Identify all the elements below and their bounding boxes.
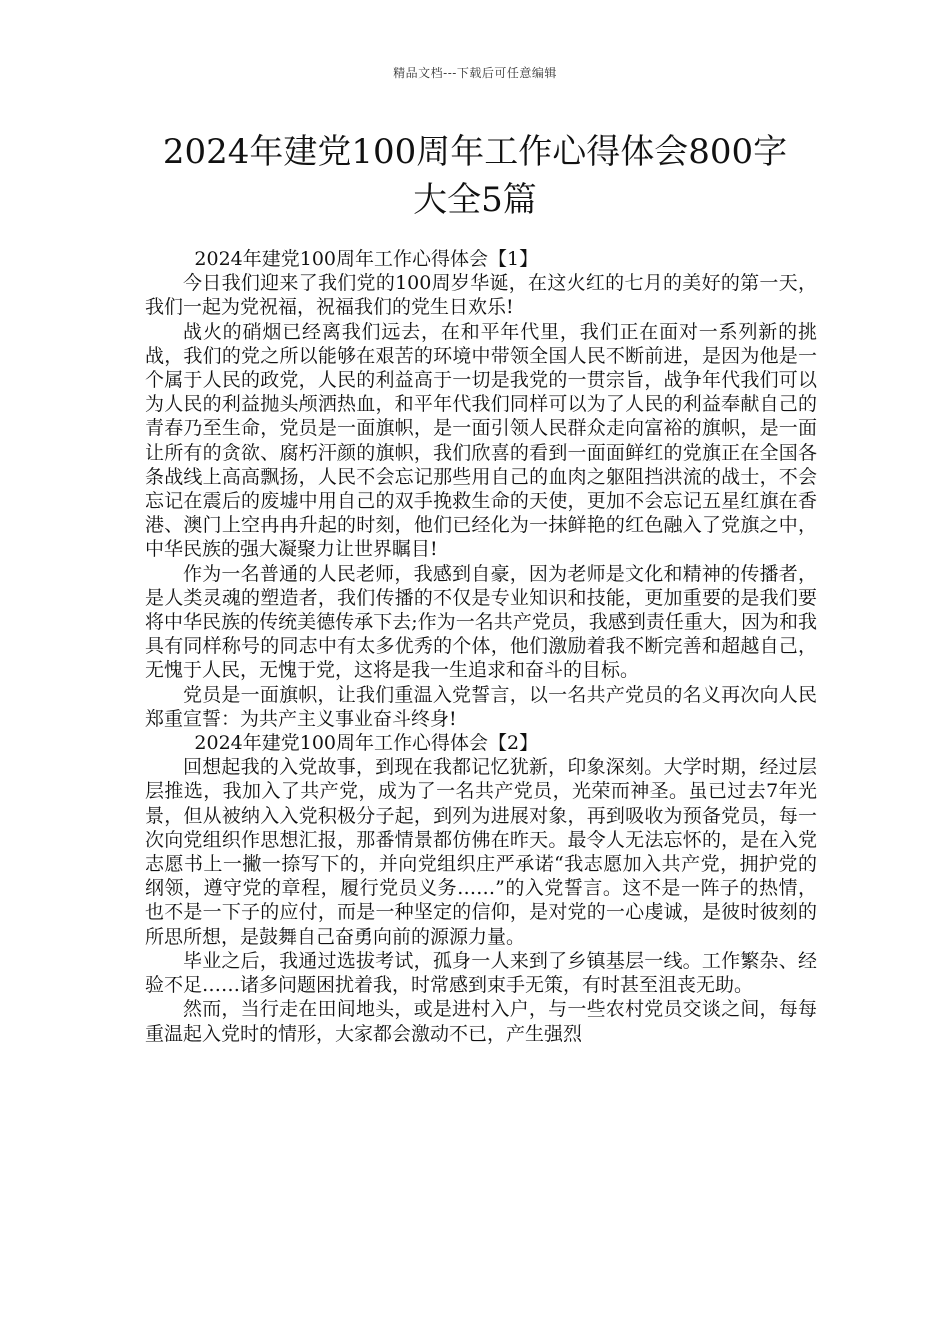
paragraph: 作为一名普通的人民老师，我感到自豪，因为老师是文化和精神的传播者，是人类灵魂的塑造者，我们传播的不仅是专业知识和技能，更加重要的是我们要将中华民族的传统美德传承下去;作为一名共产党员，我感到责任重大，因为和我具有同样称号的同志中有太多优秀的个体，他们激励着我不断完善和超越自己，无愧于人民，无愧于党，这将是我一生追求和奋斗的目标。 <box>145 562 817 682</box>
document-body <box>145 247 817 1046</box>
document-title <box>120 128 830 224</box>
section-heading: 2024年建党100周年工作心得体会【2】 <box>194 732 539 755</box>
paragraph: 今日我们迎来了我们党的100周岁华诞，在这火红的七月的美好的第一天，我们一起为党祝福，祝福我们的党生日欢乐! <box>145 272 817 319</box>
document-title-line-2: 大全5篇 <box>413 180 537 220</box>
page-header-note: 精品文档---下载后可任意编辑 <box>393 66 557 80</box>
section-heading: 2024年建党100周年工作心得体会【1】 <box>194 248 539 270</box>
paragraph: 战火的硝烟已经离我们远去，在和平年代里，我们正在面对一系列新的挑战，我们的党之所以能够在艰苦的环境中带领全国人民不断前进，是因为他是一个属于人民的政党，人民的利益高于一切是我党的一贯宗旨，战争年代我们可以为人民的利益抛头颅洒热血，和平年代我们同样可以为了人民的利益奉献自己的青春乃至生命，党员是一面旗帜，是一面引领人民群众走向富裕的旗帜，是一面让所有的贪欲、腐朽汗颜的旗帜，我们欣喜的看到一面面鲜红的党旗正在全国各条战线上高高飘扬，人民不会忘记那些用自己的血肉之躯阻挡洪流的战士，不会忘记在震后的废墟中用自己的双手挽救生命的天使，更加不会忘记五星红旗在香港、澳门上空冉冉升起的时刻，他们已经化为一抹鲜艳的红色融入了党旗之中，中华民族的强大凝聚力让世界瞩目! <box>145 320 817 561</box>
paragraph: 党员是一面旗帜，让我们重温入党誓言，以一名共产党员的名义再次向人民郑重宣誓：为共产主义事业奋斗终身! <box>145 683 817 730</box>
paragraph: 然而，当行走在田间地头，或是进村入户，与一些农村党员交谈之间，每每重温起入党时的情形，大家都会激动不已，产生强烈 <box>145 998 817 1045</box>
paragraph: 回想起我的入党故事，到现在我都记忆犹新，印象深刻。大学时期，经过层层推选，我加入了共产党，成为了一名共产党员，光荣而神圣。虽已过去7年光景，但从被纳入入党积极分子起，到列为进展对象，再到吸收为预备党员，每一次向党组织作思想汇报，那番情景都仿佛在昨天。最令人无法忘怀的，是在入党志愿书上一撇一捺写下的，并向党组织庄严承诺“我志愿加入共产党，拥护党的纲领，遵守党的章程，履行党员义务……”的入党誓言。这不是一阵子的热情，也不是一下子的应付，而是一种坚定的信仰，是对党的一心虔诚，是彼时彼刻的所思所想，是鼓舞自己奋勇向前的源源力量。 <box>145 756 817 948</box>
paragraph: 毕业之后，我通过选拔考试，孤身一人来到了乡镇基层一线。工作繁杂、经验不足……诸多问题困扰着我，时常感到束手无策，有时甚至沮丧无助。 <box>145 949 817 997</box>
document-title-line-1: 2024年建党100周年工作心得体会800字 <box>162 132 788 172</box>
